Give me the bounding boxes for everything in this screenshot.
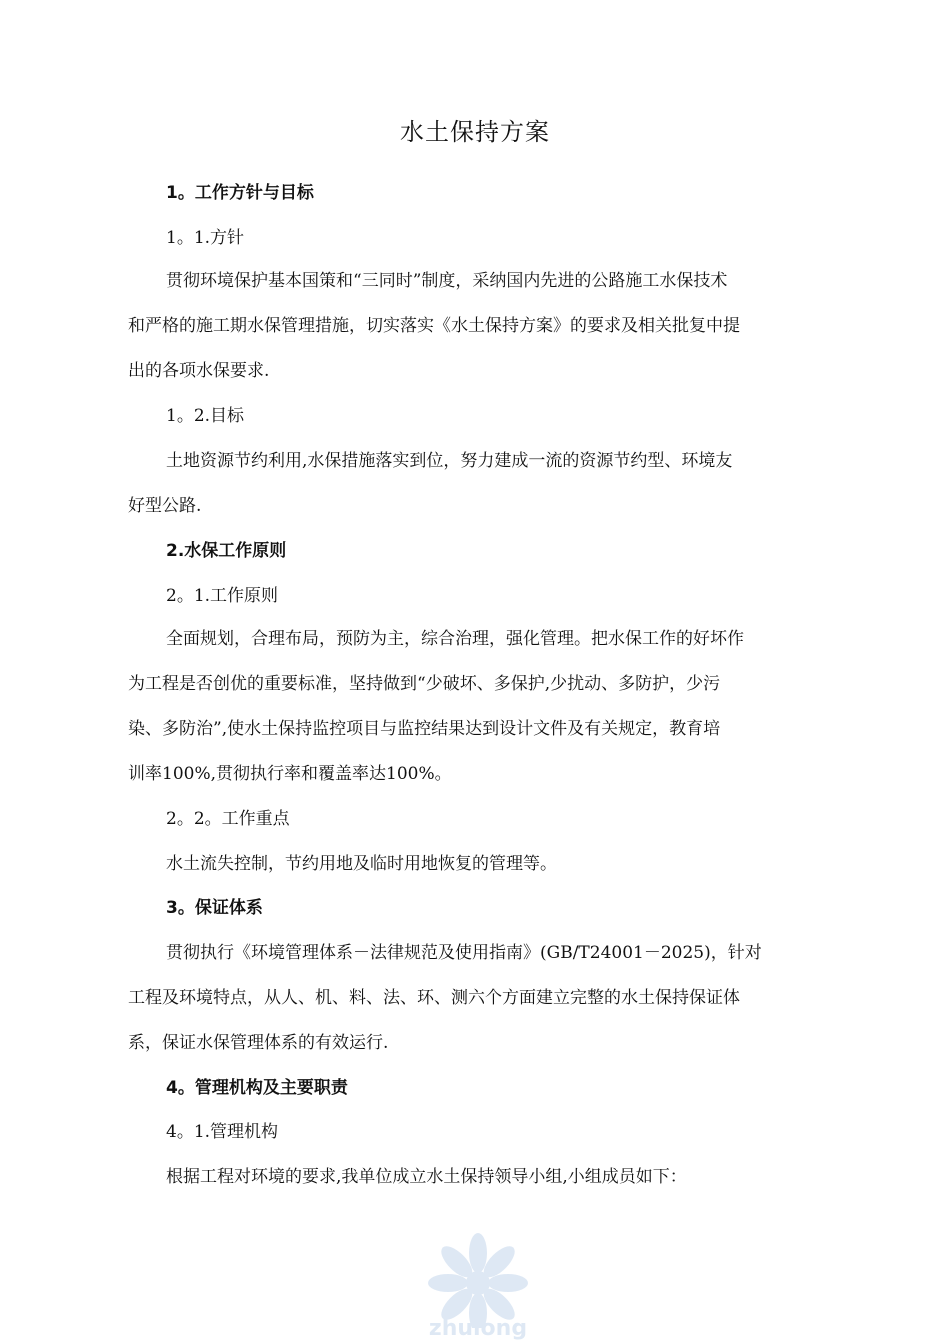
section-2-heading: 2.水保工作原则 — [166, 541, 287, 561]
section-2-1-heading: 2。1.工作原则 — [166, 586, 279, 606]
section-1-heading: 1。工作方针与目标 — [166, 183, 314, 203]
section-2-2-heading: 2。2。工作重点 — [166, 809, 290, 829]
section-1-1-heading: 1。1.方针 — [166, 228, 245, 248]
paragraph-line: 贯彻执行《环境管理体系－法律规范及使用指南》(GB/T24001－2025)，针对 — [166, 943, 762, 963]
paragraph-line: 工程及环境特点，从人、机、料、法、环、测六个方面建立完整的水土保持保证体 — [128, 988, 740, 1008]
paragraph-line: 贯彻环境保护基本国策和“三同时”制度，采纳国内先进的公路施工水保技术 — [166, 271, 728, 291]
paragraph-line: 根据工程对环境的要求,我单位成立水土保持领导小组,小组成员如下： — [166, 1167, 687, 1187]
section-4-heading: 4。管理机构及主要职责 — [166, 1078, 348, 1098]
paragraph-line: 系，保证水保管理体系的有效运行. — [128, 1033, 389, 1053]
section-3-heading: 3。保证体系 — [166, 898, 263, 918]
paragraph-line: 训率100%,贯彻执行率和覆盖率达100%。 — [128, 764, 452, 784]
paragraph-line: 全面规划，合理布局，预防为主，综合治理，强化管理。把水保工作的好坏作 — [166, 629, 744, 649]
document-title: 水土保持方案 — [400, 118, 550, 146]
paragraph-line: 土地资源节约利用,水保措施落实到位，努力建成一流的资源节约型、环境友 — [166, 451, 733, 471]
snowflake-logo-icon — [398, 1228, 558, 1328]
paragraph-line: 为工程是否创优的重要标准，坚持做到“少破坏、多保护,少扰动、多防护，少污 — [128, 674, 721, 694]
watermark — [398, 1228, 558, 1344]
paragraph-line: 水土流失控制，节约用地及临时用地恢复的管理等。 — [166, 854, 557, 874]
paragraph-line: 出的各项水保要求. — [128, 361, 270, 381]
section-4-1-heading: 4。1.管理机构 — [166, 1122, 279, 1142]
paragraph-line: 好型公路. — [128, 496, 202, 516]
watermark-text: zhulong — [428, 1316, 528, 1341]
paragraph-line: 染、多防治”,使水土保持监控项目与监控结果达到设计文件及有关规定，教育培 — [128, 719, 721, 739]
paragraph-line: 和严格的施工期水保管理措施，切实落实《水土保持方案》的要求及相关批复中提 — [128, 316, 740, 336]
section-1-2-heading: 1。2.目标 — [166, 406, 245, 426]
